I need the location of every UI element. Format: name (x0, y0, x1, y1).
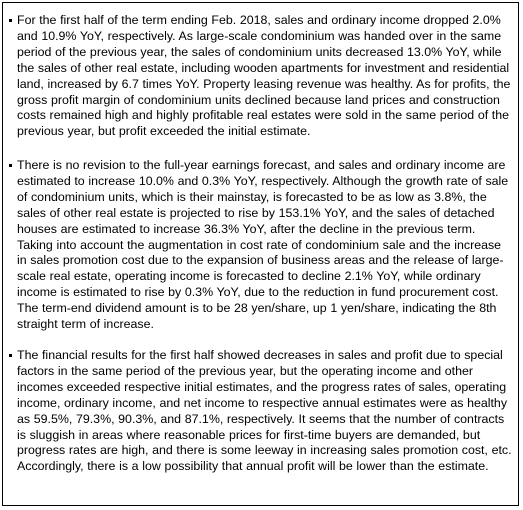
bullet-text: For the first half of the term ending Feb. 2018, sales and ordinary income dropped 2.0% and 10.9% YoY, respectively. As large-scale condominium was handed over in the same period of the previous year, the sales of condominium units decreased 13.0% YoY, while the sales of other real estate, including wooden apartments for investment and residential land, increased by 6.7 times YoY. Property leasing revenue was healthy. As for profits, the gross profit margin of condominium units declined because land prices and construction costs remained high and highly profitable real estates were sold in the same period of the previous year, but profit exceeded the initial estimate. (17, 13, 511, 139)
bullet-item-first-half-results (9, 13, 514, 140)
bullet-text: There is no revision to the full-year earnings forecast, and sales and ordinary income are estimated to increase 10.0% and 0.3% YoY, respectively. Although the growth rate of sale of condominium units, which is their mainstay, is forecasted to be as low as 3.8%, the sales of other real estate is projected to rise by 153.1% YoY, and the sales of detached houses are estimated to increase 36.3% YoY, after the decline in the previous term. Taking into account the augmentation in cost rate of condominium sale and the increase in sales promotion cost due to the expansion of business areas and the release of large-scale real estate, operating income is forecasted to decline 2.1% YoY, while ordinary income is estimated to rise by 0.3% YoY, due to the reduction in fund procurement cost. The term-end dividend amount is to be 28 yen/share, up 1 yen/share, indicating the 8th straight term of increase. (17, 158, 509, 332)
bullet-item-progress-assessment (9, 348, 514, 475)
document-frame (2, 2, 519, 506)
bullet-item-full-year-forecast (9, 158, 514, 333)
bullet-text: The financial results for the first half showed decreases in sales and profit due to special factors in the same period of the previous year, but the operating income and other incomes exceeded respective initial estimates, and the progress rates of sales, operating income, ordinary income, and net income to respective annual estimates were as healthy as 59.5%, 79.3%, 90.3%, and 87.1%, respectively. It seems that the number of contracts is sluggish in areas where reasonable prices for first-time buyers are demanded, but progress rates are high, and there is some leeway in increasing sales promotion cost, etc. Accordingly, there is a low possibility that annual profit will be lower than the estimate. (17, 348, 512, 474)
